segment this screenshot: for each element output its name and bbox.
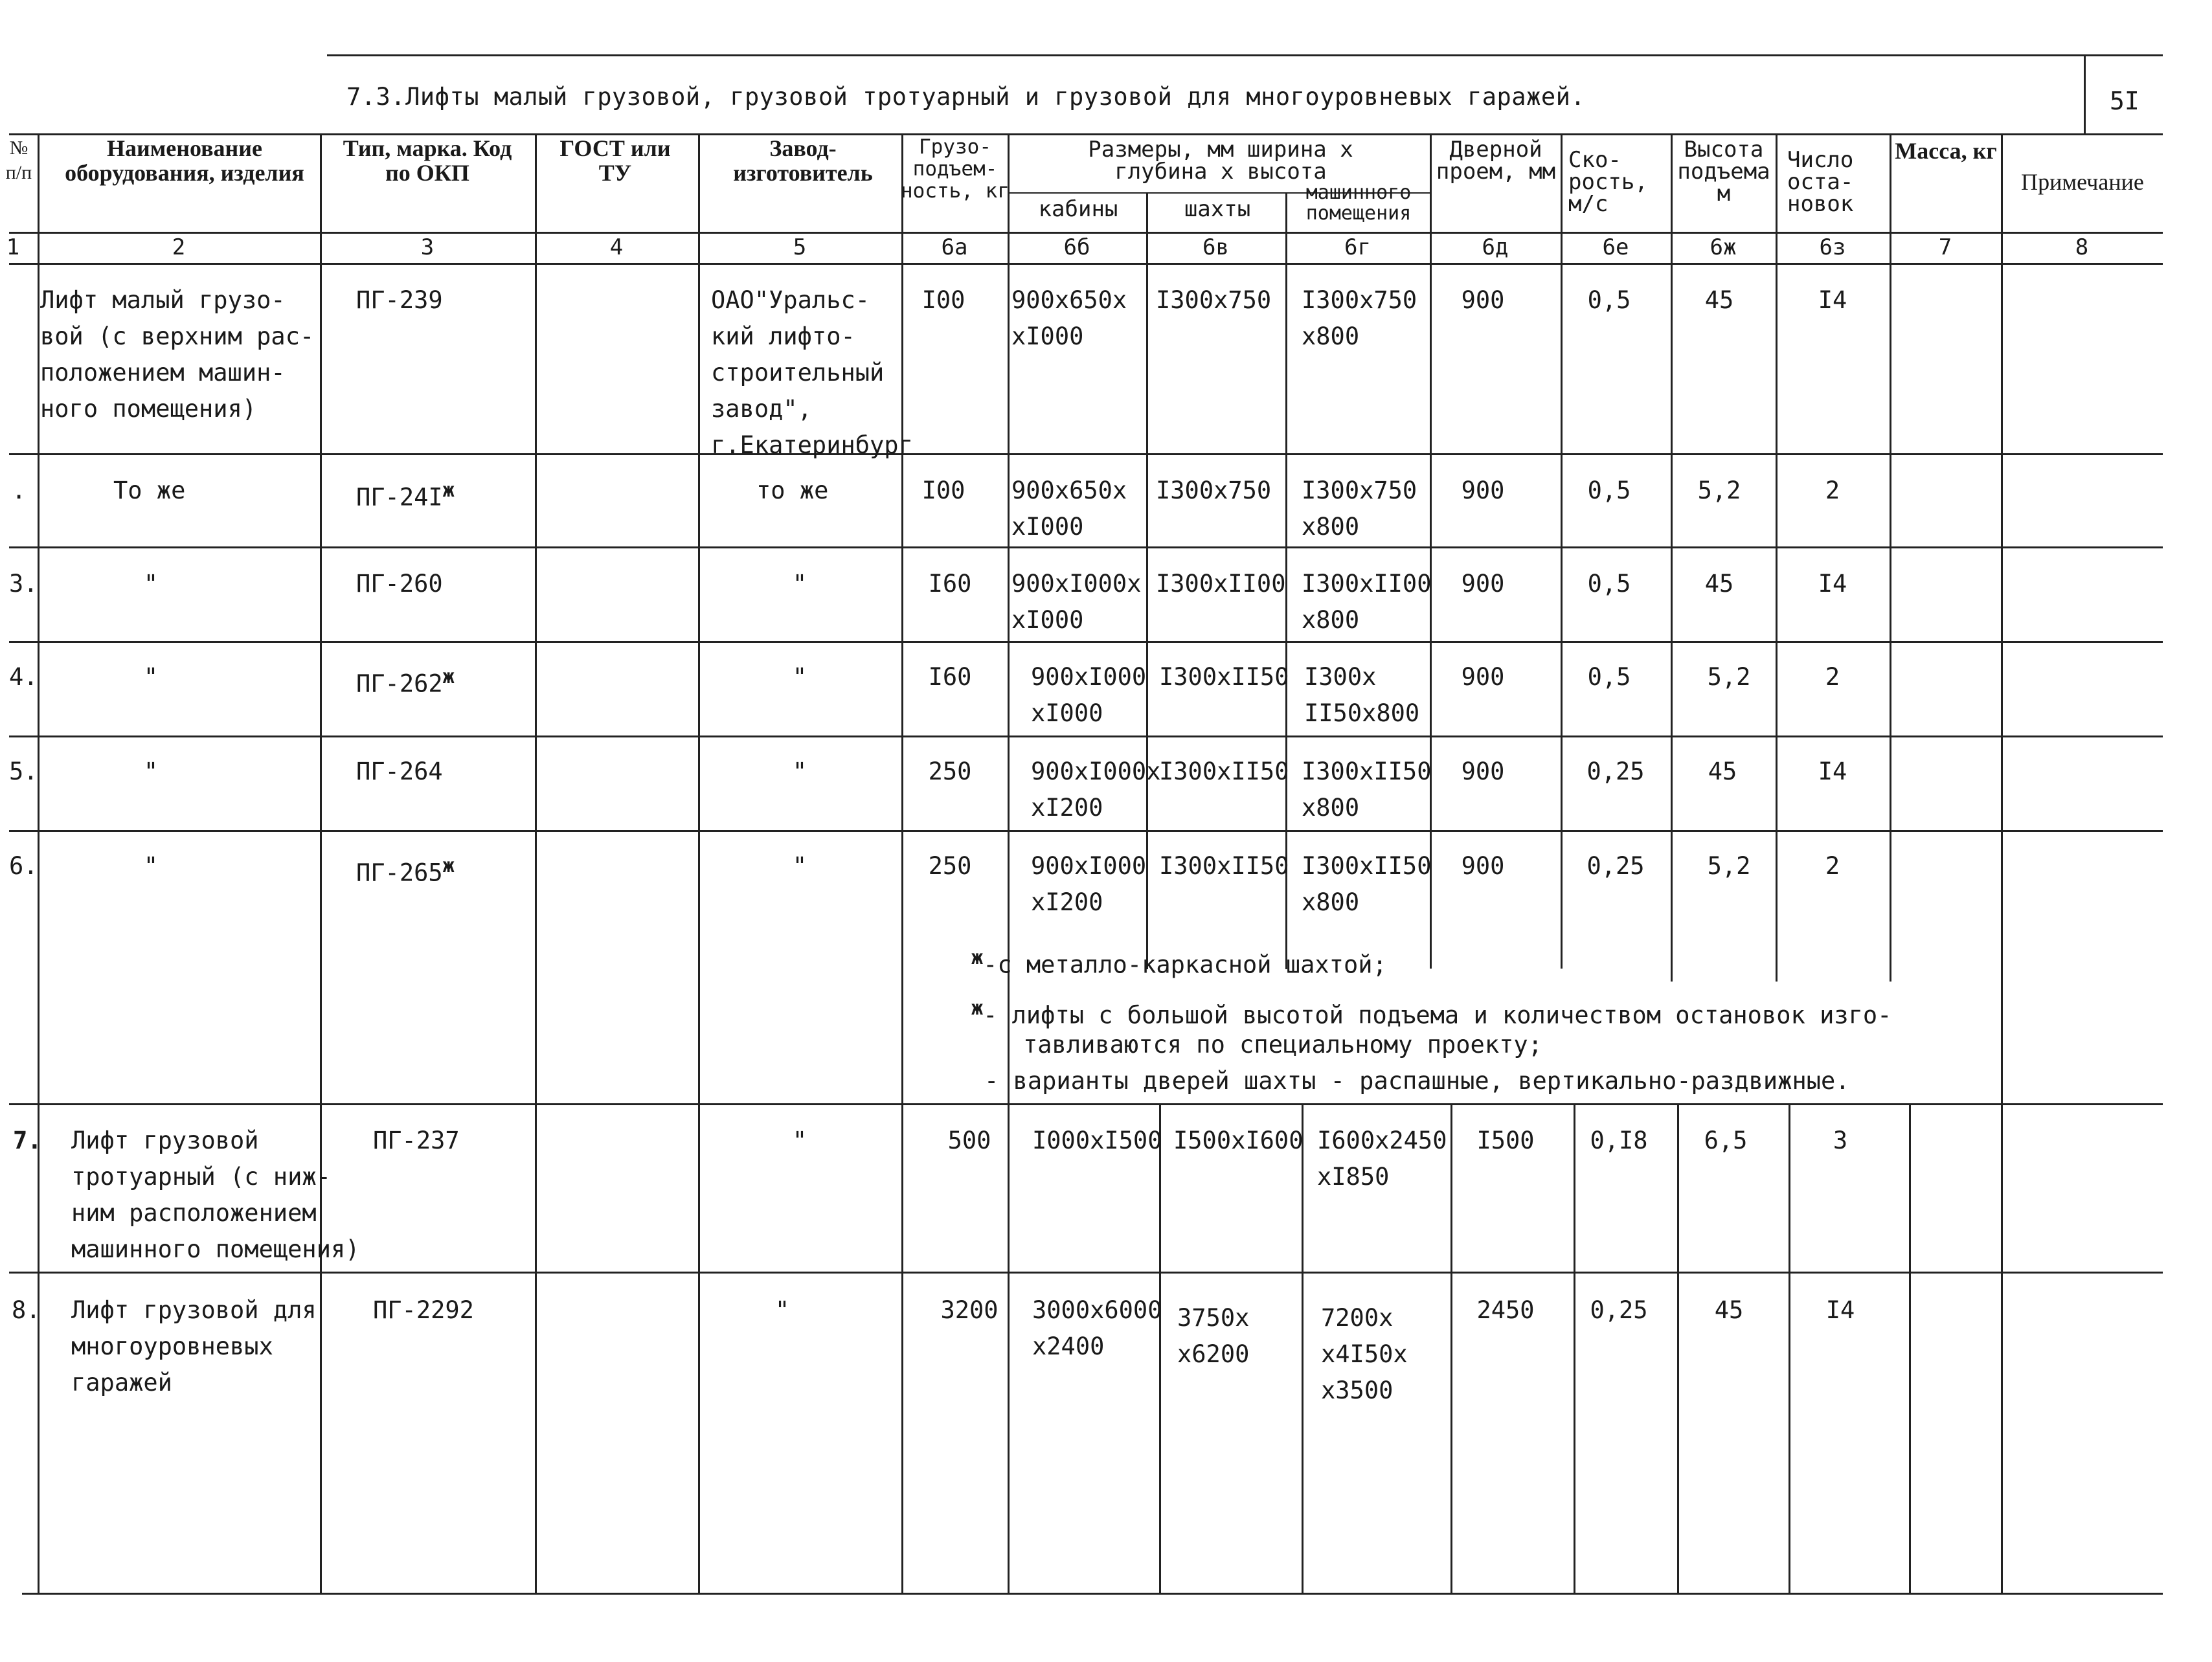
footnote-mark: ж — [442, 855, 455, 877]
row-machine-room: I300x750 x800 — [1302, 286, 1417, 350]
grid-line — [22, 1593, 2163, 1595]
grid-line — [9, 232, 2163, 234]
row-height: 45 — [1714, 1296, 1744, 1324]
grid-line — [9, 641, 2163, 643]
row-no: 3. — [9, 570, 38, 598]
row-name: " — [143, 852, 159, 880]
header-dimensions: Размеры, мм ширина х глубина х высота — [1088, 137, 1353, 185]
row-door: 900 — [1461, 852, 1505, 880]
row-no: 5. — [9, 758, 38, 785]
row-cabin: 900xI000x xI200 — [1031, 758, 1161, 822]
row-name: " — [143, 663, 159, 691]
row-type: ПГ-237 — [373, 1127, 460, 1154]
grid-line — [1574, 1103, 1575, 1593]
row-door: 2450 — [1476, 1296, 1535, 1324]
header-shaft: шахты — [1184, 196, 1251, 222]
row-stops: I4 — [1818, 758, 1847, 785]
row-door: 900 — [1461, 663, 1505, 691]
header-no: № п/п — [5, 137, 32, 183]
row-machine-room: I300xII50 x800 — [1302, 758, 1432, 822]
row-stops: I4 — [1825, 1296, 1855, 1324]
row-shaft: I500xI600 — [1173, 1127, 1304, 1154]
header-mass: Масса, кг — [1895, 138, 1997, 164]
col-number: 6з — [1819, 234, 1846, 260]
col-number: 6в — [1202, 234, 1229, 260]
row-name: Лифт малый грузо- вой (с верхним рас- положением машин- ного помещения) — [40, 286, 315, 423]
header-capacity: Грузо-подъем-ность, кг — [901, 135, 1010, 203]
header-cabin: кабины — [1038, 196, 1118, 222]
header-gost: ГОСТ или ТУ — [559, 135, 671, 186]
row-door: 900 — [1461, 570, 1505, 598]
row-maker: " — [792, 570, 807, 598]
row-type: $ПГ-262^ж$ — [356, 666, 455, 698]
row-type: $ПГ-24I^ж$ — [356, 479, 455, 511]
row-shaft: I300xII00 — [1156, 570, 1286, 598]
col-number: 6д — [1482, 234, 1509, 260]
grid-line — [9, 736, 2163, 737]
row-capacity: I60 — [928, 570, 972, 598]
row-stops: I4 — [1818, 286, 1847, 314]
row-speed: 0,I8 — [1590, 1127, 1648, 1154]
row-shaft: I300xII50 — [1159, 663, 1289, 691]
row-height: 45 — [1704, 286, 1734, 314]
row-speed: 0,25 — [1590, 1296, 1648, 1324]
row-height: 5,2 — [1707, 663, 1751, 691]
grid-line — [2001, 133, 2003, 1593]
grid-line — [9, 1272, 2163, 1274]
row-maker: " — [792, 852, 807, 880]
grid-line — [9, 830, 2163, 832]
row-maker: то же — [756, 477, 829, 504]
header-maker: Завод-изготовитель — [733, 135, 873, 186]
row-cabin: 900xI000 xI000 — [1031, 663, 1147, 727]
row-capacity: 250 — [928, 852, 972, 880]
row-cabin: 3000x6000 x2400 — [1032, 1296, 1162, 1360]
header-note: Примечание — [2021, 169, 2144, 195]
col-number: 6б — [1063, 234, 1090, 260]
row-speed: 0,5 — [1587, 477, 1631, 504]
row-machine-room: 7200x x4I50x x3500 — [1321, 1304, 1408, 1404]
col-number: 6г — [1344, 234, 1371, 260]
header-door: Дверной проем, мм — [1436, 137, 1556, 185]
row-maker: ОАО"Уральс- кий лифто- строительный завод", г.Екатеринбург — [711, 286, 913, 459]
header-stops: Число оста-новок — [1787, 147, 1854, 217]
col-number: 1 — [6, 234, 20, 260]
col-number: 7 — [1938, 234, 1952, 260]
row-name: То же — [113, 477, 186, 504]
row-shaft: I300xII50 — [1159, 852, 1289, 880]
footnote-1: $^ж$-с металло-каркасной шахтой; — [971, 947, 1387, 979]
grid-line — [9, 546, 2163, 548]
grid-line — [1677, 1103, 1679, 1593]
grid-line — [1909, 1103, 1911, 1593]
row-stops: 2 — [1825, 663, 1840, 691]
row-capacity: I00 — [921, 286, 965, 314]
col-number: 3 — [420, 234, 435, 260]
row-cabin: 900x650x xI000 — [1011, 286, 1127, 350]
row-name: Лифт грузовой для многоуровневых гаражей — [71, 1296, 317, 1397]
row-height: 45 — [1704, 570, 1734, 598]
row-height: 6,5 — [1704, 1127, 1748, 1154]
row-speed: 0,5 — [1587, 286, 1631, 314]
row-door: 900 — [1461, 477, 1505, 504]
col-number: 4 — [609, 234, 624, 260]
row-height: 5,2 — [1707, 852, 1751, 880]
col-number: 6е — [1602, 234, 1629, 260]
row-cabin: I000xI500 — [1032, 1127, 1162, 1154]
row-capacity: I00 — [921, 477, 965, 504]
row-machine-room: I300x II50x800 — [1304, 663, 1420, 727]
row-capacity: I60 — [928, 663, 972, 691]
row-maker: " — [792, 1127, 807, 1154]
row-cabin: 900xI000 xI200 — [1031, 852, 1147, 916]
footnote-mark: ж — [442, 479, 455, 502]
row-cabin: 900x650x xI000 — [1011, 477, 1127, 541]
row-cabin: 900xI000x xI000 — [1011, 570, 1142, 634]
grid-line — [9, 1103, 2163, 1105]
row-name: " — [143, 570, 159, 598]
header-speed: Ско-рость, м/с — [1568, 147, 1648, 217]
row-capacity: 500 — [947, 1127, 991, 1154]
grid-line — [535, 133, 537, 1593]
row-name: " — [143, 758, 159, 785]
grid-line — [1008, 133, 1010, 1593]
col-number: 8 — [2075, 234, 2089, 260]
page-number: 5I — [2110, 87, 2139, 115]
row-type: $ПГ-265^ж$ — [356, 855, 455, 887]
row-stops: 3 — [1833, 1127, 1848, 1154]
page-title: 7.3.Лифты малый грузовой, грузовой тротуарный и грузовой для многоуровневых гаражей. — [346, 83, 1586, 111]
grid-line — [1302, 1103, 1304, 1593]
col-number: 6а — [941, 234, 968, 260]
col-number: 5 — [793, 234, 807, 260]
row-no: 4. — [9, 663, 38, 691]
row-speed: 0,25 — [1586, 758, 1645, 785]
row-door: 900 — [1461, 286, 1505, 314]
row-no: . — [12, 477, 27, 504]
row-shaft: I300xII50 — [1159, 758, 1289, 785]
header-name: Наименование оборудования, изделия — [65, 135, 304, 186]
grid-line — [9, 263, 2163, 265]
row-maker: " — [792, 758, 807, 785]
grid-line — [1450, 1103, 1452, 1593]
row-height: 45 — [1708, 758, 1737, 785]
footnote-mark: ж — [971, 947, 984, 969]
header-machine-room: машинного помещения — [1305, 181, 1412, 225]
row-door: I500 — [1476, 1127, 1535, 1154]
row-maker: " — [774, 1296, 790, 1324]
header-height: Высота подъема м — [1677, 137, 1770, 207]
row-shaft: 3750x x6200 — [1177, 1304, 1250, 1368]
row-shaft: I300x750 — [1156, 477, 1272, 504]
row-machine-room: I300xII50 x800 — [1302, 852, 1432, 916]
footnote-mark: ж — [971, 997, 984, 1020]
row-height: 5,2 — [1697, 477, 1741, 504]
row-stops: I4 — [1818, 570, 1847, 598]
row-type: ПГ-239 — [356, 286, 443, 314]
grid-line — [1146, 192, 1148, 969]
row-capacity: 3200 — [940, 1296, 999, 1324]
grid-line — [9, 453, 2163, 455]
col-number: 2 — [172, 234, 186, 260]
row-machine-room: I600x2450 xI850 — [1317, 1127, 1447, 1191]
row-machine-room: I300x750 x800 — [1302, 477, 1417, 541]
row-name: Лифт грузовой тротуарный (с ниж- ним расположением машинного помещения) — [71, 1127, 360, 1263]
row-stops: 2 — [1825, 477, 1840, 504]
col-number: 6ж — [1710, 234, 1737, 260]
row-no: 7. — [13, 1127, 42, 1154]
row-stops: 2 — [1825, 852, 1840, 880]
header-type: Тип, марка. Код по ОКП — [343, 135, 512, 186]
row-shaft: I300x750 — [1156, 286, 1272, 314]
row-type: ПГ-2292 — [373, 1296, 474, 1324]
footnote-mark: ж — [442, 666, 455, 688]
row-speed: 0,5 — [1587, 663, 1631, 691]
row-speed: 0,5 — [1587, 570, 1631, 598]
footnote-3: - варианты дверей шахты - распашные, вертикально-раздвижные. — [984, 1067, 1850, 1095]
footnote-2-cont: тавливаются по специальному проекту; — [1023, 1031, 1542, 1059]
footnote-2: $^ж$- лифты с большой высотой подъема и количеством остановок изго- — [971, 997, 1892, 1029]
row-maker: " — [792, 663, 807, 691]
row-capacity: 250 — [928, 758, 972, 785]
row-no: 8. — [12, 1296, 41, 1324]
row-no: 6. — [9, 852, 38, 880]
row-type: ПГ-260 — [356, 570, 443, 598]
row-type: ПГ-264 — [356, 758, 443, 785]
grid-line — [1890, 133, 1891, 982]
row-machine-room: I300xII00 x800 — [1302, 570, 1432, 634]
grid-line — [1789, 1103, 1790, 1593]
row-door: 900 — [1461, 758, 1505, 785]
grid-line — [9, 133, 2163, 135]
row-speed: 0,25 — [1586, 852, 1645, 880]
